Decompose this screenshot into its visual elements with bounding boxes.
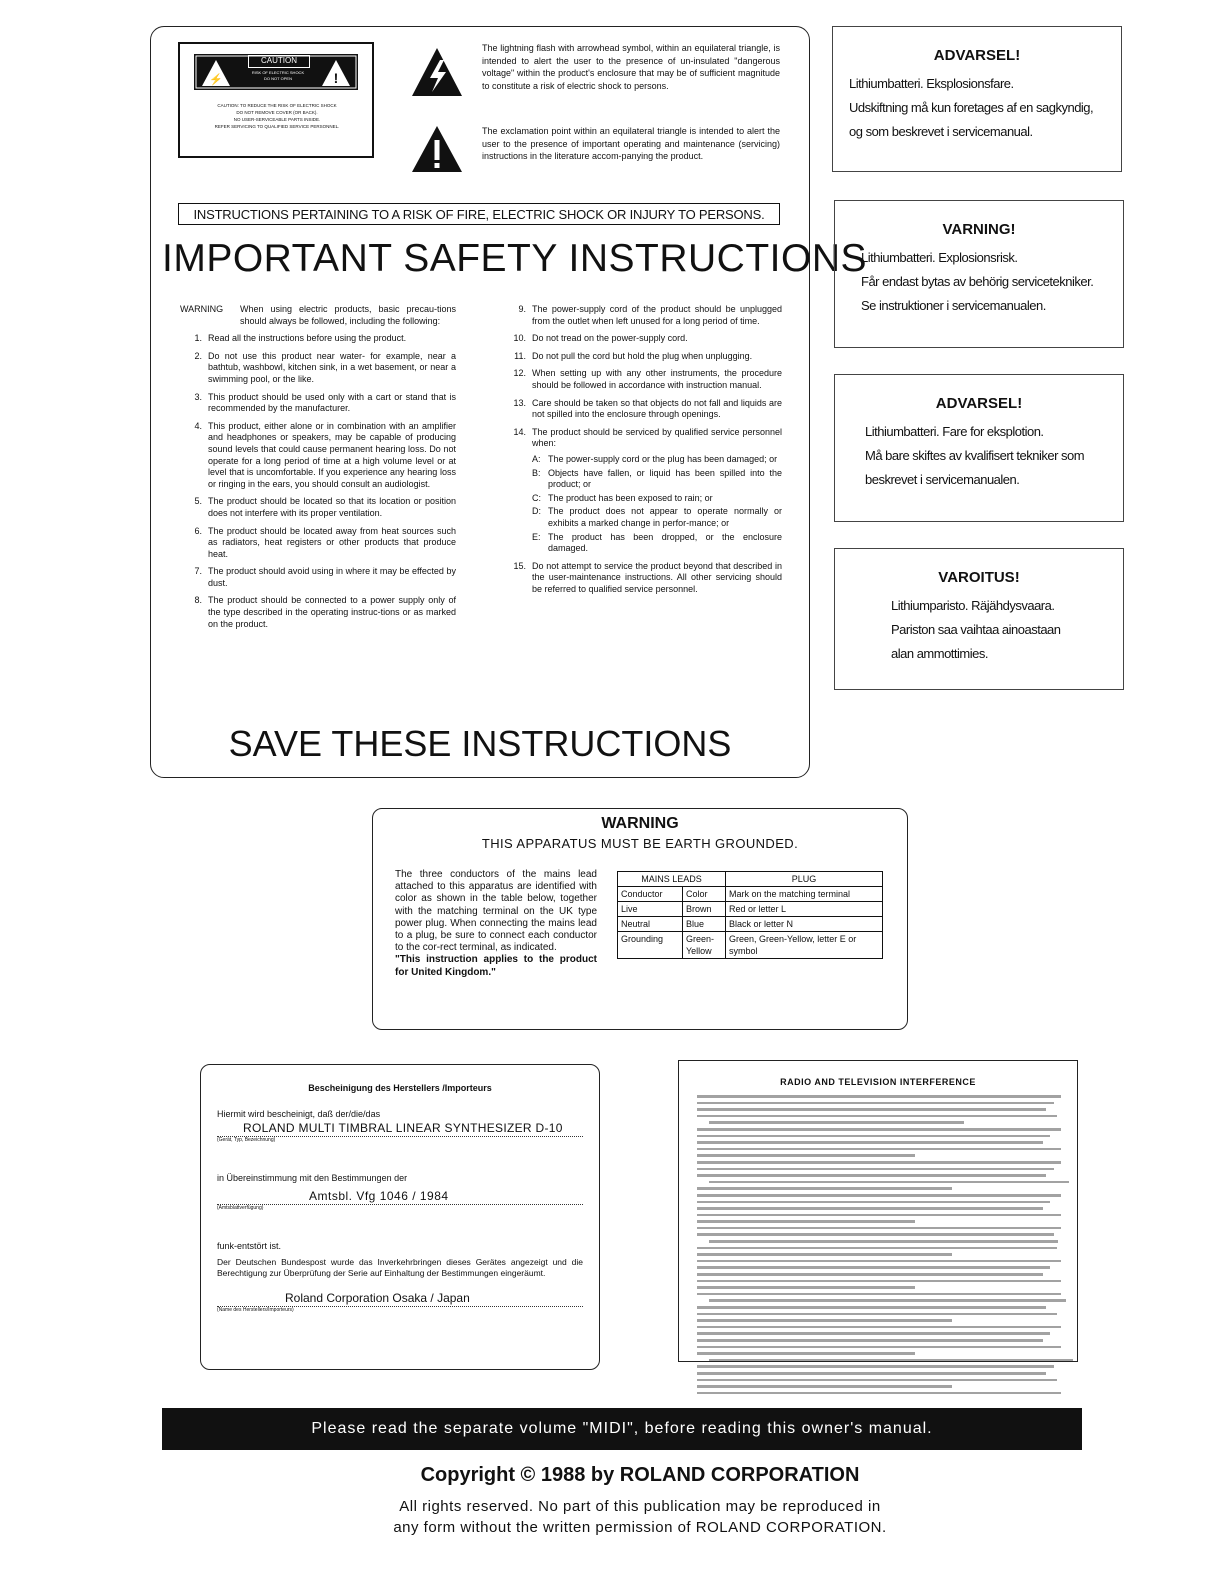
instruction-item [504, 561, 782, 596]
fine-print-line [697, 1174, 1046, 1177]
instruction-item [504, 427, 782, 450]
fine-print-line [697, 1352, 915, 1355]
table-header: MAINS LEADS [618, 872, 726, 887]
copyright-notice: Copyright © 1988 by ROLAND CORPORATION [420, 1464, 860, 1486]
fine-print-line [697, 1187, 952, 1190]
table-cell: Black or letter N [726, 917, 883, 932]
uk-warning-note: "This instruction applies to the product for United Kingdom." [395, 954, 597, 978]
instruction-text: The product should be serviced by qualified service personnel when: [532, 426, 782, 449]
right-instructions-column [504, 304, 782, 601]
fine-print-line [697, 1326, 1061, 1329]
table-header: Color [683, 887, 726, 902]
instruction-item [180, 333, 456, 345]
nordic-warning-norwegian [834, 374, 1124, 522]
rights-notice [200, 1496, 1080, 1538]
nordic-line: Pariston saa vaihtaa ainoastaan [891, 622, 1061, 637]
certificate-amtsbl: Amtsbl. Vfg 1046 / 1984 [217, 1183, 583, 1205]
instruction-number: 10. [513, 333, 526, 344]
instruction-text: Objects have fallen, or liquid has been spilled into the product; or [548, 467, 782, 490]
fine-print-line [697, 1201, 1050, 1204]
table-row [618, 917, 883, 932]
instruction-item [504, 333, 782, 345]
nordic-warning-danish [832, 26, 1122, 172]
instruction-number: 5. [194, 496, 202, 507]
instruction-item [504, 398, 782, 421]
caution-label-header [194, 54, 358, 90]
instruction-number: 7. [194, 566, 202, 577]
sub-instruction-letter: D: [532, 506, 541, 517]
table-cell: Live [618, 902, 683, 917]
save-instructions-title: SAVE THESE INSTRUCTIONS [228, 723, 732, 764]
exclamation-triangle-icon [410, 124, 464, 174]
uk-earth-warning [372, 808, 908, 1030]
fine-print-line [697, 1392, 1061, 1395]
instruction-text: Do not attempt to service the product beyond that described in the user-maintenance instructions. All other servicing should be referred to qualified service personnel. [532, 560, 782, 594]
instruction-number: 6. [194, 525, 202, 536]
table-cell: Green-Yellow [683, 932, 726, 959]
exclamation-description: The exclamation point within an equilateral triangle is intended to alert the user to the presence of important operating and maintenance (servicing) instructions in the literature accom-panying the product. [482, 126, 780, 161]
fine-print-line [697, 1214, 1061, 1217]
caution-footer-line: REFER SERVICING TO QUALIFIED SERVICE PERSONNEL. [214, 124, 340, 129]
instruction-number: 1. [194, 333, 202, 344]
table-cell: Green, Green-Yellow, letter E or symbol [726, 932, 883, 959]
svg-text:!: ! [333, 70, 339, 86]
caution-footer-line: CAUTION: TO REDUCE THE RISK OF ELECTRIC SHOCK [217, 103, 337, 108]
table-cell: Blue [683, 917, 726, 932]
left-instructions-column [180, 304, 456, 636]
instruction-item [180, 595, 456, 630]
nordic-line: Må bare skiftes av kvalifisert tekniker som [865, 448, 1085, 463]
caution-word: CAUTION [248, 55, 310, 68]
caution-footer [192, 102, 362, 130]
table-cell: Red or letter L [726, 902, 883, 917]
fine-print-line [697, 1306, 1046, 1309]
caution-footer-line: DO NOT REMOVE COVER (OR BACK). [236, 110, 318, 115]
table-cell: Brown [683, 902, 726, 917]
german-certificate [200, 1064, 600, 1370]
nordic-warning-swedish [834, 200, 1124, 348]
fine-print-line [697, 1108, 1046, 1111]
instruction-number: 2. [194, 350, 202, 361]
nordic-line: Lithiumbatteri. Explosionsrisk. [861, 250, 1018, 265]
fine-print-line [697, 1293, 1061, 1296]
fine-print-line [697, 1372, 1046, 1375]
fine-print-line [697, 1141, 1043, 1144]
sub-instruction-item [532, 493, 782, 505]
fine-print-line [697, 1168, 1054, 1171]
certificate-caption: (Gerät, Typ, Bezeichnung) [217, 1137, 276, 1143]
sub-instruction-letter: C: [532, 492, 541, 503]
certificate-line: funk-entstört ist. [217, 1241, 282, 1251]
instruction-text: The product should avoid using in where it may be effected by dust. [208, 566, 456, 588]
fine-print-line [697, 1128, 1061, 1131]
caution-line: DO NOT OPEN [264, 76, 292, 81]
fine-print-line [697, 1286, 915, 1289]
instruction-number: 11. [514, 350, 526, 361]
sub-instruction-item [532, 506, 782, 529]
instruction-item [180, 421, 456, 491]
fine-print-line [697, 1135, 1050, 1138]
fine-print-line [697, 1154, 915, 1157]
fine-print-line [697, 1266, 1050, 1269]
certificate-paragraph: Der Deutschen Bundespost wurde das Inverkehrbringen dieses Gerätes angezeigt und die Berechtigung zur Überprüfung der Serie auf Einhaltung der Bestimmungen eingeräumt. [217, 1257, 583, 1278]
table-header: PLUG [726, 872, 883, 887]
fine-print-line [697, 1194, 1061, 1197]
mains-table-wrapper [617, 871, 883, 959]
instruction-number: 8. [194, 595, 202, 606]
nordic-warning-finnish [834, 548, 1124, 690]
fine-print-line [697, 1260, 1061, 1263]
radio-body-text [697, 1095, 1061, 1398]
nordic-line: Lithiumbatteri. Fare for eksplotion. [865, 424, 1044, 439]
lightning-triangle-icon [410, 46, 464, 100]
rights-line: any form without the written permission of ROLAND CORPORATION. [393, 1519, 887, 1536]
nordic-line: og som beskrevet i servicemanual. [849, 124, 1033, 139]
warning-intro-label: WARNING [180, 304, 224, 314]
instruction-text: Care should be taken so that objects do not fall and liquids are not spilled into the enclosure through openings. [532, 397, 782, 420]
table-row [618, 902, 883, 917]
nordic-line: Udskiftning må kun foretages af en sagkyndig, [849, 100, 1094, 115]
table-header: Conductor [618, 887, 683, 902]
fine-print-line [709, 1240, 1058, 1243]
svg-text:⚡: ⚡ [209, 74, 223, 86]
table-header: Mark on the matching terminal [726, 887, 883, 902]
table-cell: Neutral [618, 917, 683, 932]
uk-warning-title: WARNING [601, 815, 679, 832]
instruction-text: Do not use this product near water- for example, near a bathtub, washbowl, kitchen sink, in a wet basement, or near a swimming pool, or the like. [208, 350, 456, 384]
instruction-number: 15. [513, 560, 526, 571]
nordic-line: Får endast bytas av behörig servicetekniker. [861, 274, 1094, 289]
nordic-line: alan ammottimies. [891, 646, 988, 661]
sub-instruction-item [532, 468, 782, 491]
fine-print-line [697, 1385, 952, 1388]
fine-print-line [697, 1161, 1061, 1164]
fine-print-line [697, 1365, 1054, 1368]
table-row [618, 932, 883, 959]
instruction-text: This product, either alone or in combination with an amplifier and headphones or speakers, may be capable of producing sound levels that could cause permanent hearing loss. Do not operate for a long period of time at a high volume level or at level that is uncomfortable. If you experience any hearing loss or ringing in the ears, you should consult an audiologist. [208, 420, 456, 489]
instruction-text: Do not pull the cord but hold the plug when unplugging. [532, 350, 753, 361]
fine-print-line [697, 1319, 952, 1322]
sub-instruction-item [532, 454, 782, 466]
instruction-item [504, 351, 782, 363]
fine-print-line [709, 1359, 1073, 1362]
fine-print-line [697, 1253, 952, 1256]
caution-line: RISK OF ELECTRIC SHOCK [251, 70, 305, 75]
risk-banner: INSTRUCTIONS PERTAINING TO A RISK OF FIRE, ELECTRIC SHOCK OR INJURY TO PERSONS. [178, 203, 780, 225]
fine-print-line [697, 1339, 1043, 1342]
nordic-title: ADVARSEL! [935, 395, 1023, 412]
sub-instruction-letter: A: [532, 453, 541, 464]
instruction-number: 13. [513, 397, 526, 408]
certificate-line: Hiermit wird bescheinigt, daß der/die/das [217, 1109, 381, 1119]
radio-tv-interference [678, 1060, 1078, 1362]
sub-instruction-item [532, 532, 782, 555]
instruction-text: The product should be connected to a power supply only of the type described in the operating instruc-tions or as marked on the product. [208, 595, 456, 629]
instruction-number: 3. [194, 391, 202, 402]
certificate-caption: (Name des Herstellers/Importeurs) [217, 1307, 294, 1313]
nordic-line: Lithiumbatteri. Eksplosionsfare. [849, 76, 1014, 91]
warning-intro [180, 304, 456, 327]
fine-print-line [697, 1379, 1057, 1382]
instruction-text: The product has been dropped, or the enclosure damaged. [548, 531, 782, 554]
certificate-caption: (Amtsblattverfügung) [217, 1205, 264, 1211]
caution-footer-line: NO USER-SERVICEABLE PARTS INSIDE. [233, 117, 321, 122]
instruction-number: 12. [513, 368, 526, 379]
instruction-text: The product does not appear to operate normally or exhibits a marked change in perfor-mance; or [548, 506, 782, 528]
nordic-line: Se instruktioner i servicemanualen. [861, 298, 1046, 313]
fine-print-line [697, 1207, 1043, 1210]
caution-label [178, 42, 374, 158]
fine-print-line [697, 1095, 1061, 1098]
rights-line: All rights reserved. No part of this publication may be reproduced in [399, 1498, 881, 1515]
instruction-number: 14. [513, 426, 526, 437]
fine-print-line [697, 1102, 1054, 1105]
radio-title: RADIO AND TELEVISION INTERFERENCE [780, 1077, 976, 1087]
fine-print-line [697, 1220, 915, 1223]
instruction-item [180, 392, 456, 415]
mains-table [617, 871, 883, 959]
certificate-title: Bescheinigung des Herstellers /Importeurs [308, 1083, 492, 1093]
instruction-item [180, 496, 456, 519]
instruction-item [180, 566, 456, 589]
fine-print-line [709, 1181, 1069, 1184]
warning-intro-text: When using electric products, basic precau-tions should always be followed, including the following: [240, 304, 456, 326]
instruction-number: 4. [194, 420, 202, 431]
lightning-description: The lightning flash with arrowhead symbol, within an equilateral triangle, is intended to alert the user to the presence of un-insulated "dangerous voltage" within the product's enclosure that may be of sufficient magnitude to constitute a risk of electric shock to persons. [482, 43, 780, 91]
certificate-product: ROLAND MULTI TIMBRAL LINEAR SYNTHESIZER D-10 [217, 1119, 583, 1137]
fine-print-line [697, 1346, 1061, 1349]
nordic-title: VAROITUS! [938, 569, 1020, 586]
instruction-text: The power-supply cord or the plug has been damaged; or [548, 453, 778, 464]
instruction-text: This product should be used only with a cart or stand that is recommended by the manufacturer. [208, 391, 456, 414]
fine-print-line [697, 1227, 1061, 1230]
instruction-text: The power-supply cord of the product should be unplugged from the outlet when left unused for a long period of time. [532, 304, 782, 326]
nordic-title: ADVARSEL! [933, 47, 1021, 64]
certificate-line: in Übereinstimmung mit den Bestimmungen der [217, 1173, 408, 1183]
instruction-text: The product should be located so that its location or position does not interfere with its proper ventilation. [208, 496, 456, 518]
fine-print-line [709, 1121, 964, 1124]
nordic-line: beskrevet i servicemanualen. [865, 472, 1020, 487]
table-cell: Grounding [618, 932, 683, 959]
fine-print-line [697, 1332, 1050, 1335]
instruction-item [504, 304, 782, 327]
nordic-title: VARNING! [942, 221, 1016, 238]
instruction-item [180, 351, 456, 386]
instruction-text: Read all the instructions before using the product. [208, 333, 407, 344]
certificate-company: Roland Corporation Osaka / Japan [217, 1279, 583, 1307]
instruction-item [504, 368, 782, 391]
instruction-text: When setting up with any other instruments, the procedure should be followed in accordance with instruction manual. [532, 368, 782, 390]
fine-print-line [697, 1115, 1057, 1118]
nordic-line: Lithiumparisto. Räjähdysvaara. [891, 598, 1055, 613]
fine-print-line [697, 1273, 1043, 1276]
instruction-text: The product should be located away from heat sources such as radiators, heat registers or other products that produce heat. [208, 525, 456, 559]
midi-notice-bar: Please read the separate volume "MIDI", before reading this owner's manual. [162, 1408, 1082, 1450]
sub-instruction-letter: B: [532, 467, 541, 478]
instruction-text: The product has been exposed to rain; or [548, 492, 713, 503]
instruction-number: 9. [518, 304, 526, 314]
fine-print-line [697, 1148, 1061, 1151]
uk-warning-body: The three conductors of the mains lead attached to this apparatus are identified with color as shown in the table below, together with the matching terminal on the UK type power plug. When connecting the mains lead to a plug, be sure to connect each conductor to the cor-rect terminal, as indicated. [395, 869, 597, 954]
fine-print-line [697, 1247, 1057, 1250]
instruction-text: Do not tread on the power-supply cord. [532, 333, 688, 344]
fine-print-line [697, 1280, 1061, 1283]
page-title: IMPORTANT SAFETY INSTRUCTIONS [162, 237, 868, 280]
uk-warning-subtitle: THIS APPARATUS MUST BE EARTH GROUNDED. [481, 836, 799, 851]
instruction-item [180, 526, 456, 561]
fine-print-line [697, 1313, 1057, 1316]
fine-print-line [709, 1299, 1066, 1302]
sub-instruction-letter: E: [532, 531, 541, 542]
fine-print-line [697, 1233, 1054, 1236]
